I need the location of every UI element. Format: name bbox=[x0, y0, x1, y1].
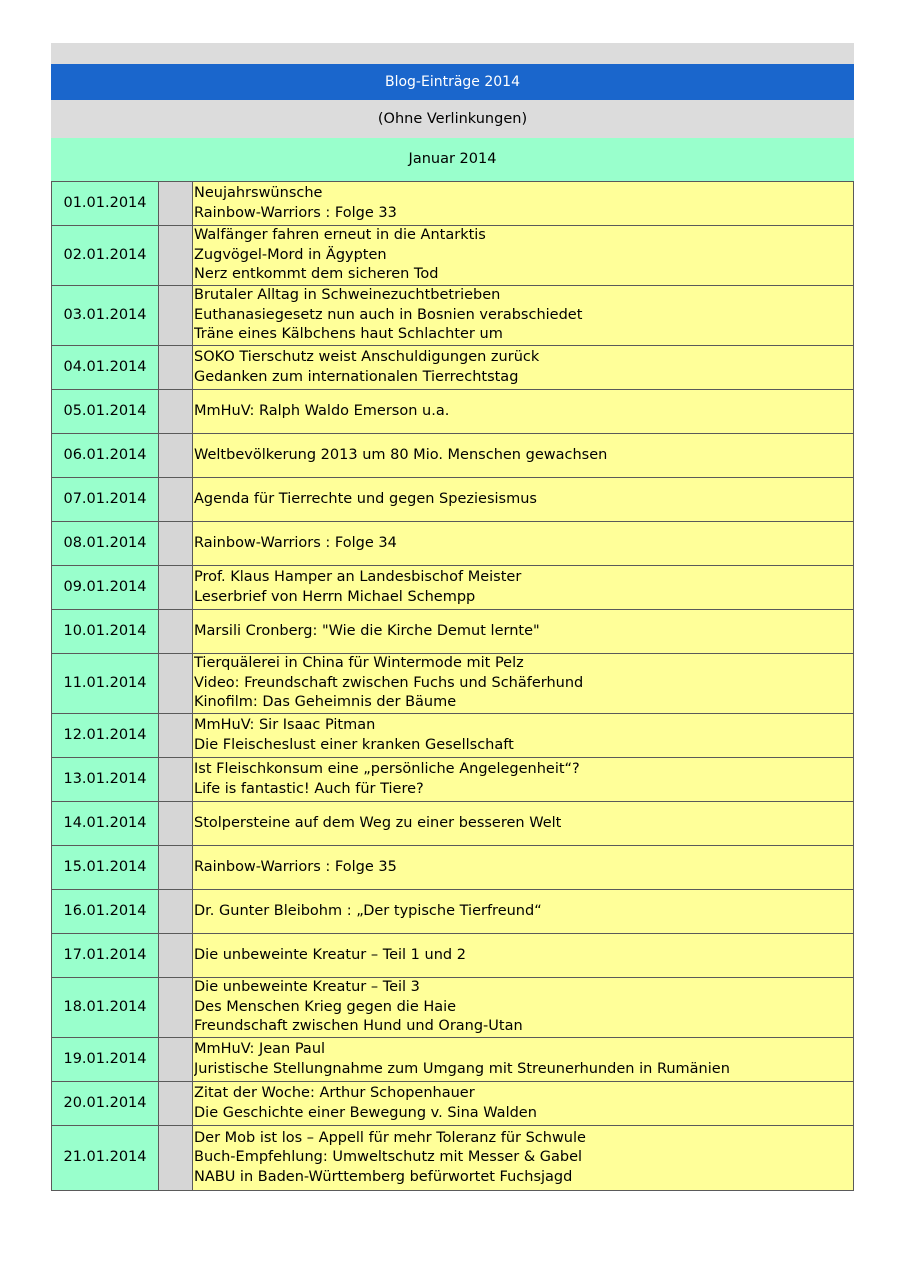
entry-list bbox=[193, 846, 854, 890]
entry-list bbox=[193, 522, 854, 566]
top-grey-band bbox=[51, 43, 854, 64]
spacer-cell bbox=[159, 390, 193, 434]
entry-date: 19.01.2014 bbox=[52, 1038, 159, 1082]
entry-title: MmHuV: Ralph Waldo Emerson u.a. bbox=[194, 402, 450, 419]
entry-title: Träne eines Kälbchens haut Schlachter um bbox=[194, 326, 503, 343]
spacer-cell bbox=[159, 654, 193, 714]
entry-date: 09.01.2014 bbox=[52, 566, 159, 610]
entry-title: Die unbeweinte Kreatur – Teil 1 und 2 bbox=[194, 946, 466, 963]
table-row bbox=[52, 802, 854, 846]
entry-title: Der Mob ist los – Appell für mehr Toleranz für Schwule bbox=[194, 1129, 586, 1146]
month-heading: Januar 2014 bbox=[51, 138, 854, 181]
entry-title: Brutaler Alltag in Schweinezuchtbetrieben bbox=[194, 287, 501, 304]
entry-title: Freundschaft zwischen Hund und Orang-Utan bbox=[194, 1018, 523, 1035]
entry-title: Euthanasiegesetz nun auch in Bosnien verabschiedet bbox=[194, 306, 583, 323]
entry-date: 15.01.2014 bbox=[52, 846, 159, 890]
entry-date: 16.01.2014 bbox=[52, 890, 159, 934]
entry-title: Tierquälerei in China für Wintermode mit Pelz bbox=[194, 655, 524, 672]
table-row bbox=[52, 978, 854, 1038]
spacer-cell bbox=[159, 802, 193, 846]
spacer-cell bbox=[159, 522, 193, 566]
spacer-cell bbox=[159, 1082, 193, 1126]
entries-table bbox=[51, 181, 854, 1191]
entry-title: Rainbow-Warriors : Folge 33 bbox=[194, 204, 397, 221]
spacer-cell bbox=[159, 846, 193, 890]
entry-title: Zugvögel-Mord in Ägypten bbox=[194, 246, 387, 263]
entry-title: MmHuV: Jean Paul bbox=[194, 1041, 326, 1057]
table-row bbox=[52, 226, 854, 286]
entry-title: MmHuV: Sir Isaac Pitman bbox=[194, 717, 376, 733]
entry-date: 17.01.2014 bbox=[52, 934, 159, 978]
spacer-cell bbox=[159, 610, 193, 654]
entry-list bbox=[193, 286, 854, 346]
table-row bbox=[52, 1038, 854, 1082]
entry-title: Zitat der Woche: Arthur Schopenhauer bbox=[194, 1085, 475, 1101]
spacer-cell bbox=[159, 890, 193, 934]
entry-date: 14.01.2014 bbox=[52, 802, 159, 846]
spacer-cell bbox=[159, 1126, 193, 1191]
entry-title: Weltbevölkerung 2013 um 80 Mio. Menschen gewachsen bbox=[194, 446, 608, 463]
table-row bbox=[52, 566, 854, 610]
table-row bbox=[52, 390, 854, 434]
entry-title: Video: Freundschaft zwischen Fuchs und Schäferhund bbox=[194, 674, 584, 691]
spacer-cell bbox=[159, 758, 193, 802]
spacer-cell bbox=[159, 934, 193, 978]
table-row bbox=[52, 610, 854, 654]
table-row bbox=[52, 758, 854, 802]
entry-list bbox=[193, 714, 854, 758]
table-row bbox=[52, 182, 854, 226]
entry-list bbox=[193, 758, 854, 802]
entry-title: Neujahrswünsche bbox=[194, 185, 323, 201]
entry-title: Kinofilm: Das Geheimnis der Bäume bbox=[194, 694, 457, 711]
spacer-cell bbox=[159, 1038, 193, 1082]
entry-date: 05.01.2014 bbox=[52, 390, 159, 434]
entry-date: 01.01.2014 bbox=[52, 182, 159, 226]
entry-list bbox=[193, 1082, 854, 1126]
entry-title: Nerz entkommt dem sicheren Tod bbox=[194, 266, 439, 283]
entry-list bbox=[193, 890, 854, 934]
entry-title: Prof. Klaus Hamper an Landesbischof Meister bbox=[194, 569, 522, 585]
entry-date: 04.01.2014 bbox=[52, 346, 159, 390]
entry-date: 21.01.2014 bbox=[52, 1126, 159, 1191]
spacer-cell bbox=[159, 434, 193, 478]
entry-title: SOKO Tierschutz weist Anschuldigungen zurück bbox=[194, 349, 540, 365]
entry-title: Life is fantastic! Auch für Tiere? bbox=[194, 780, 424, 797]
entry-date: 20.01.2014 bbox=[52, 1082, 159, 1126]
entry-title: Marsili Cronberg: "Wie die Kirche Demut lernte" bbox=[194, 622, 540, 639]
table-row bbox=[52, 846, 854, 890]
entry-title: Leserbrief von Herrn Michael Schempp bbox=[194, 588, 476, 605]
entry-list bbox=[193, 934, 854, 978]
entry-title: Die unbeweinte Kreatur – Teil 3 bbox=[194, 979, 420, 996]
entry-date: 02.01.2014 bbox=[52, 226, 159, 286]
table-row bbox=[52, 478, 854, 522]
entry-date: 18.01.2014 bbox=[52, 978, 159, 1038]
entry-date: 08.01.2014 bbox=[52, 522, 159, 566]
entry-date: 11.01.2014 bbox=[52, 654, 159, 714]
entry-title: Agenda für Tierrechte und gegen Speziesismus bbox=[194, 490, 537, 507]
table-row bbox=[52, 934, 854, 978]
entry-date: 10.01.2014 bbox=[52, 610, 159, 654]
spacer-cell bbox=[159, 978, 193, 1038]
spacer-cell bbox=[159, 714, 193, 758]
table-row bbox=[52, 522, 854, 566]
entry-list bbox=[193, 226, 854, 286]
entry-title: Juristische Stellungnahme zum Umgang mit Streunerhunden in Rumänien bbox=[194, 1060, 730, 1077]
entry-title: Walfänger fahren erneut in die Antarktis bbox=[194, 227, 486, 244]
entry-list bbox=[193, 654, 854, 714]
entry-title: Gedanken zum internationalen Tierrechtstag bbox=[194, 368, 519, 385]
entry-title: Des Menschen Krieg gegen die Haie bbox=[194, 998, 457, 1015]
entry-title: Dr. Gunter Bleibohm : „Der typische Tierfreund“ bbox=[194, 902, 542, 919]
entry-title: Buch-Empfehlung: Umweltschutz mit Messer & Gabel bbox=[194, 1149, 583, 1166]
entry-title: NABU in Baden-Württemberg befürwortet Fuchsjagd bbox=[194, 1168, 573, 1185]
table-row bbox=[52, 890, 854, 934]
entry-list bbox=[193, 610, 854, 654]
entry-list bbox=[193, 346, 854, 390]
entry-list bbox=[193, 390, 854, 434]
spacer-cell bbox=[159, 226, 193, 286]
spacer-cell bbox=[159, 182, 193, 226]
entry-list bbox=[193, 1126, 854, 1191]
entry-date: 07.01.2014 bbox=[52, 478, 159, 522]
entry-title: Die Geschichte einer Bewegung v. Sina Walden bbox=[194, 1104, 537, 1121]
entry-title: Rainbow-Warriors : Folge 35 bbox=[194, 858, 397, 875]
table-row bbox=[52, 346, 854, 390]
blog-entries-sheet bbox=[51, 43, 854, 1191]
entry-list bbox=[193, 1038, 854, 1082]
spacer-cell bbox=[159, 566, 193, 610]
spacer-cell bbox=[159, 478, 193, 522]
table-row bbox=[52, 654, 854, 714]
spacer-cell bbox=[159, 346, 193, 390]
sheet-subtitle: (Ohne Verlinkungen) bbox=[51, 100, 854, 138]
table-row bbox=[52, 1082, 854, 1126]
table-row bbox=[52, 434, 854, 478]
spacer-cell bbox=[159, 286, 193, 346]
entry-list bbox=[193, 978, 854, 1038]
entry-date: 03.01.2014 bbox=[52, 286, 159, 346]
sheet-title: Blog-Einträge 2014 bbox=[51, 64, 854, 100]
table-row bbox=[52, 1126, 854, 1191]
table-row bbox=[52, 286, 854, 346]
entry-list bbox=[193, 802, 854, 846]
entry-date: 13.01.2014 bbox=[52, 758, 159, 802]
entry-title: Die Fleischeslust einer kranken Gesellschaft bbox=[194, 736, 514, 753]
entry-date: 06.01.2014 bbox=[52, 434, 159, 478]
entry-date: 12.01.2014 bbox=[52, 714, 159, 758]
entry-list bbox=[193, 478, 854, 522]
entry-list bbox=[193, 434, 854, 478]
entry-title: Stolpersteine auf dem Weg zu einer besseren Welt bbox=[194, 814, 562, 831]
table-row bbox=[52, 714, 854, 758]
entry-title: Ist Fleischkonsum eine „persönliche Angelegenheit“? bbox=[194, 761, 580, 777]
entry-list bbox=[193, 182, 854, 226]
entry-title: Rainbow-Warriors : Folge 34 bbox=[194, 534, 397, 551]
entry-list bbox=[193, 566, 854, 610]
